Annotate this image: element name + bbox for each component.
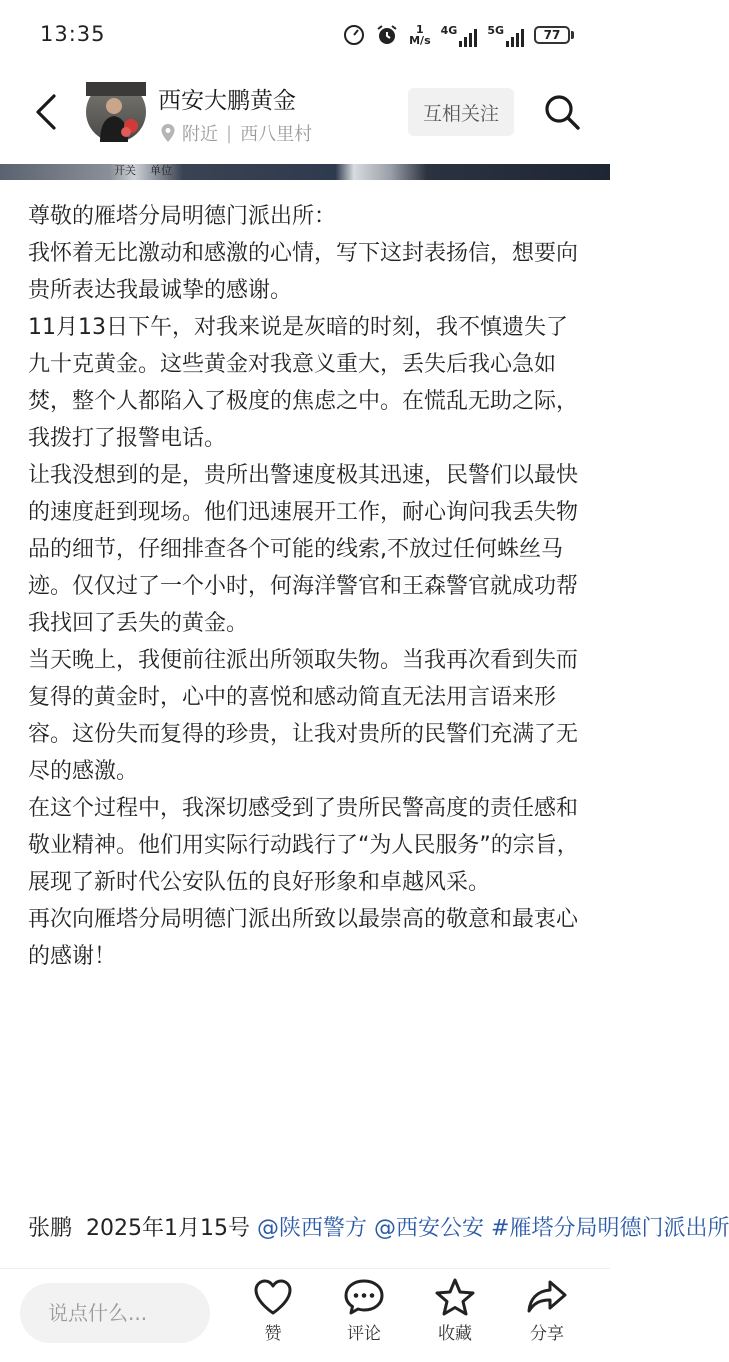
signal-bars-icon [459, 29, 477, 47]
paragraph: 在这个过程中，我深切感受到了贵所民警高度的责任感和敬业精神。他们用实际行动践行了“为人民服务”的宗旨，展现了新时代公安队伍的良好形象和卓越风采。 [28, 796, 579, 895]
signal-5g [487, 24, 524, 47]
post-body [28, 198, 588, 975]
signature-line [28, 1210, 729, 1268]
paragraph: 让我没想到的是，贵所出警速度极其迅速，民警们以最快的速度赶到现场。他们迅速展开工作，耐心询问我丢失物品的细节，仔细排查各个可能的线索,不放过任何蛛丝马迹。仅仅过了一个小时，何海洋警官和王森警官就成功帮我找回了丢失的黄金。 [28, 463, 579, 636]
location-separator: | [226, 122, 233, 144]
image-strip-text: 开关 [114, 164, 136, 177]
avatar[interactable] [86, 82, 146, 142]
signal-bars-icon [506, 29, 524, 47]
mention-link[interactable]: @西安公安 [374, 1216, 485, 1241]
collect-label: 收藏 [438, 1324, 472, 1344]
location-info[interactable] [160, 120, 312, 146]
hashtag-link[interactable]: #雁塔分局明德门派出所 [491, 1216, 729, 1241]
comment-label: 评论 [347, 1324, 381, 1344]
paragraph-greeting: 尊敬的雁塔分局明德门派出所： [28, 204, 337, 229]
share-arrow-icon [525, 1277, 569, 1317]
battery-icon [534, 26, 574, 44]
signature-date: 2025年1月15号 [86, 1216, 250, 1241]
comment-input[interactable] [20, 1283, 210, 1343]
follow-button[interactable]: 互相关注 [408, 88, 514, 136]
paragraph-closing: 再次向雁塔分局明德门派出所致以最崇高的敬意和最衷心的感谢！ [28, 907, 579, 969]
search-icon [543, 93, 581, 131]
alarm-clock-icon [375, 23, 399, 47]
account-name[interactable]: 西安大鹏黄金 [158, 88, 296, 114]
like-label: 赞 [264, 1324, 282, 1344]
image-strip-text: 单位 [150, 164, 172, 177]
back-arrow-icon [33, 93, 59, 131]
bottom-action-bar [0, 1268, 610, 1362]
post-image-strip[interactable] [0, 164, 610, 180]
paragraph: 我怀着无比激动和感激的心情，写下这封表扬信，想要向贵所表达我最诚挚的感谢。 [28, 241, 579, 303]
search-button[interactable] [540, 90, 584, 134]
paragraph: 11月13日下午，对我来说是灰暗的时刻，我不慎遗失了九十克黄金。这些黄金对我意义重大，丢失后我心急如焚，整个人都陷入了极度的焦虑之中。在慌乱无助之际，我拨打了报警电话。 [28, 315, 579, 451]
network-speed [409, 24, 431, 46]
comment-button[interactable] [329, 1277, 399, 1344]
collect-button[interactable] [420, 1277, 490, 1344]
speed-unit: M/s [409, 34, 431, 47]
speedometer-icon [343, 24, 365, 46]
post-header [0, 72, 610, 164]
share-label: 分享 [530, 1324, 564, 1344]
star-icon [434, 1277, 476, 1317]
location-nearby: 附近 [182, 124, 218, 145]
battery-level: 77 [534, 26, 570, 44]
location-place: 西八里村 [240, 124, 313, 145]
signal-4g [441, 24, 478, 47]
signature-name: 张鹏 [28, 1216, 73, 1241]
network-5g-label: 5G [487, 23, 504, 37]
comment-bubble-icon [342, 1277, 386, 1317]
location-pin-icon [160, 123, 176, 143]
heart-icon [252, 1277, 294, 1317]
share-button[interactable] [512, 1277, 582, 1344]
back-button[interactable] [26, 90, 66, 134]
status-icons [343, 20, 574, 50]
status-bar [0, 0, 610, 72]
status-time: 13:35 [40, 22, 106, 46]
speed-value: 1 [416, 23, 424, 36]
mention-link[interactable]: @陕西警方 [257, 1216, 368, 1241]
network-4g-label: 4G [440, 23, 458, 37]
like-button[interactable] [238, 1277, 308, 1344]
paragraph: 当天晚上，我便前往派出所领取失物。当我再次看到失而复得的黄金时，心中的喜悦和感动简直无法用言语来形容。这份失而复得的珍贵，让我对贵所的民警们充满了无尽的感激。 [28, 648, 579, 784]
